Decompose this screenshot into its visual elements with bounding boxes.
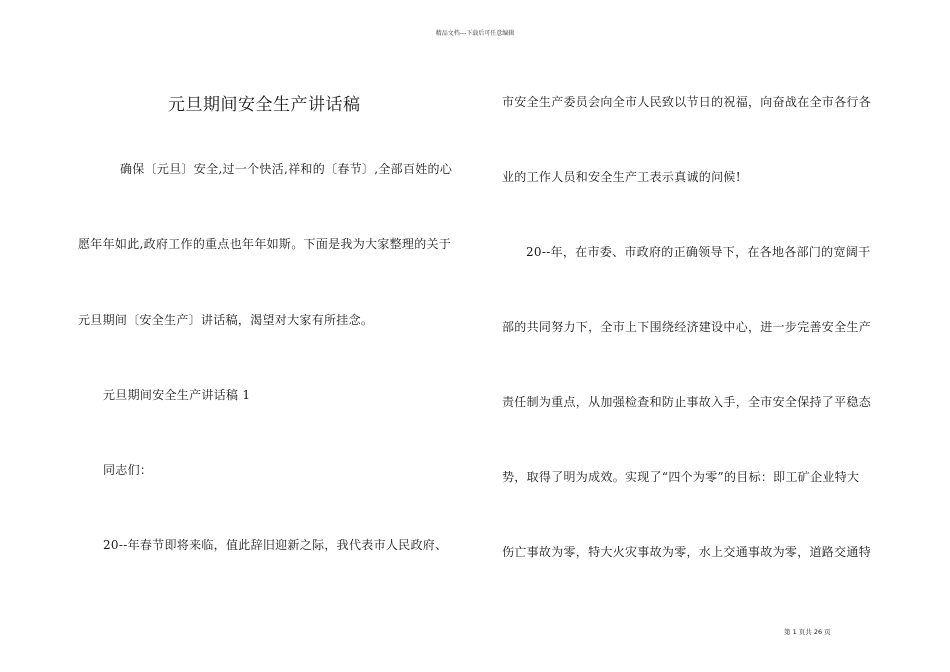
header-note: 精品文档---下载后可任意编辑 bbox=[435, 30, 515, 37]
paragraph-line: 20--年，在市委、市政府的正确领导下，在各地各部门的宽阔干 bbox=[526, 245, 871, 259]
paragraph-line: 愿年年如此,政府工作的重点也年年如斯。下面是我为大家整理的关于 bbox=[78, 237, 452, 251]
paragraph-line: 业的工作人员和安全生产工表示真诚的问候! bbox=[502, 170, 741, 184]
paragraph-line: 部的共同努力下，全市上下围绕经济建设中心，进一步完善安全生产 bbox=[502, 320, 872, 334]
paragraph-line: 势，取得了明为成效。实现了“四个为零”的目标：即工矿企业特大 bbox=[502, 470, 860, 484]
section-heading: 元旦期间安全生产讲话稿 1 bbox=[103, 388, 251, 402]
paragraph-line: 责任制为重点，从加强检查和防止事故入手，全市安全保持了平稳态 bbox=[502, 395, 872, 409]
page-number: 第 1 页共 26 页 bbox=[784, 628, 831, 636]
paragraph-line: 元旦期间〔安全生产〕讲话稿，渴望对大家有所挂念。 bbox=[78, 313, 374, 327]
document-title: 元旦期间安全生产讲话稿 bbox=[168, 95, 361, 115]
paragraph-line: 市安全生产委员会向全市人民致以节日的祝福，向奋战在全市各行各 bbox=[502, 95, 872, 109]
salutation: 同志们： bbox=[103, 463, 153, 477]
paragraph-line: 确保〔元旦〕安全,过一个快活,祥和的〔春节〕,全部百姓的心 bbox=[120, 162, 453, 176]
paragraph-line: 20--年春节即将来临，值此辞旧迎新之际，我代表市人民政府、 bbox=[103, 538, 448, 552]
paragraph-line: 伤亡事故为零，特大火灾事故为零，水上交通事故为零，道路交通特 bbox=[502, 545, 872, 559]
